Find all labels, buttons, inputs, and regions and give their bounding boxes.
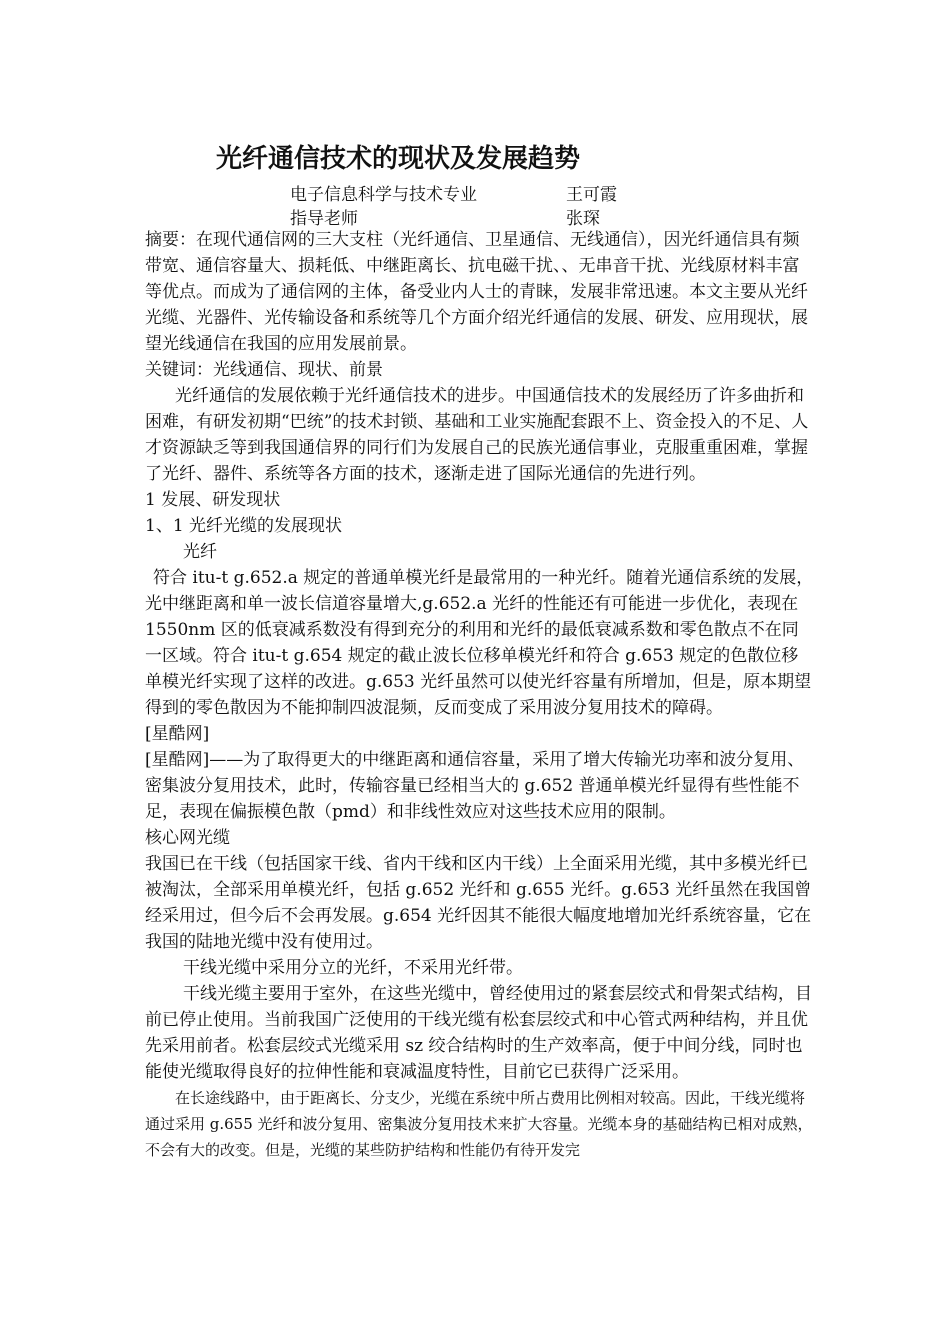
author-name: 王可霞 xyxy=(566,185,617,205)
advisor-label: 指导老师 xyxy=(290,209,358,229)
advisor-name: 张琛 xyxy=(566,209,600,229)
long-distance-paragraph: 在长途线路中，由于距离长、分支少，光缆在系统中所占费用比例相对较高。因此，干线光缆将通过采用 g.655 光纤和波分复用、密集波分复用技术来扩大容量。光缆本身的基础结构已相对成熟，不会有大的改变。但是，光缆的某些防护结构和性能仍有待开发完 xyxy=(145,1089,813,1159)
intro-paragraph: 光纤通信的发展依赖于光纤通信技术的进步。中国通信技术的发展经历了许多曲折和困难，有研发初期“巴统”的技术封锁、基础和工业实施配套跟不上、资金投入的不足、人才资源缺乏等到我国通信界的同行们为发展自己的民族光通信事业，克服重重困难，掌握了光纤、器件、系统等各方面的技术，逐渐走进了国际光通信的先进行列。 xyxy=(145,386,809,484)
document-body xyxy=(145,227,815,1163)
tag-paragraph: [星酷网]——为了取得更大的中继距离和通信容量，采用了增大传输光功率和波分复用、密集波分复用技术，此时，传输容量已经相当大的 g.652 普通单模光纤显得有些性能不足，表现在偏振模色散（pmd）和非线性效应对这些技术应用的限制。 xyxy=(145,750,805,822)
trunk-paragraph-2: 干线光缆主要用于室外，在这些光缆中，曾经使用过的紧套层绞式和骨架式结构，目前已停止使用。当前我国广泛使用的干线光缆有松套层绞式和中心管式两种结构，并且优先采用前者。松套层绞式光缆采用 sz 绞合结构时的生产效率高，便于中间分线，同时也能使光缆取得良好的拉伸性能和衰减温度特性，目前它已获得广泛采用。 xyxy=(145,984,812,1082)
section-heading: 1 发展、研发现状 xyxy=(145,490,281,510)
page-title: 光纤通信技术的现状及发展趋势 xyxy=(216,144,581,174)
keywords: 关键词：光线通信、现状、前景 xyxy=(145,360,383,380)
core-network-paragraph: 我国已在干线（包括国家干线、省内干线和区内干线）上全面采用光缆，其中多模光纤已被淘汰，全部采用单模光纤，包括 g.652 光纤和 g.655 光纤。g.653 光纤虽然在我国曾经采用过，但今后不会再发展。g.654 光纤因其不能很大幅度地增加光纤系统容量，它在我国的陆地光缆中没有使用过。 xyxy=(145,854,812,952)
source-tag: [星酷网] xyxy=(145,724,210,744)
trunk-paragraph-1: 干线光缆中采用分立的光纤，不采用光纤带。 xyxy=(183,958,523,978)
author-major: 电子信息科学与技术专业 xyxy=(290,185,477,205)
abstract: 摘要：在现代通信网的三大支柱（光纤通信、卫星通信、无线通信），因光纤通信具有频带宽、通信容量大、损耗低、中继距离长、抗电磁干扰、、无串音干扰、光线原材料丰富等优点。而成为了通信网的主体，备受业内人士的青睐，发展非常迅速。本文主要从光纤光缆、光器件、光传输设备和系统等几个方面介绍光纤通信的发展、研发、应用现状，展望光线通信在我国的应用发展前景。 xyxy=(145,230,808,354)
fiber-paragraph: 符合 itu-t g.652.a 规定的普通单模光纤是最常用的一种光纤。随着光通信系统的发展，光中继距离和单一波长信道容量增大,g.652.a 光纤的性能还有可能进一步优化，表现在 1550nm 区的低衰减系数没有得到充分的利用和光纤的最低衰减系数和零色散点不在同一区域。符合 itu-t g.654 规定的截止波长位移单模光纤和符合 g.653 规定的色散位移单模光纤实现了这样的改进。g.653 光纤虽然可以使光纤容量有所增加，但是，原本期望得到的零色散因为不能抑制四波混频，反而变成了采用波分复用技术的障碍。 xyxy=(145,568,814,718)
subsubsection-heading: 光纤 xyxy=(183,542,217,562)
subsection-heading: 1、1 光纤光缆的发展现状 xyxy=(145,516,343,536)
core-network-heading: 核心网光缆 xyxy=(145,828,230,848)
